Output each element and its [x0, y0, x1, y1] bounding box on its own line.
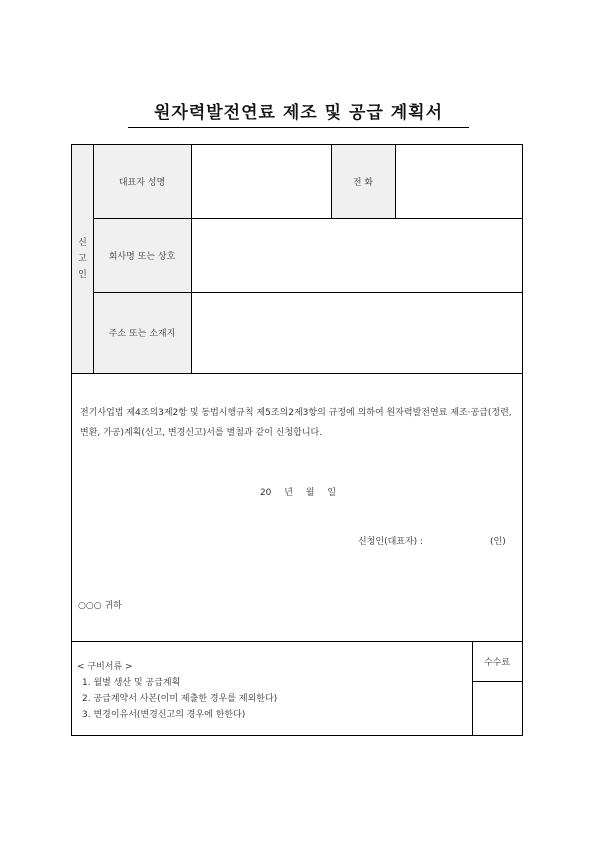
address-field[interactable]	[191, 292, 522, 373]
application-date: 20 년 월 일	[259, 488, 337, 498]
side-label-char: 신	[78, 238, 87, 248]
divider	[191, 145, 192, 373]
phone-label: 전 화	[352, 178, 374, 188]
required-documents-list	[82, 675, 277, 723]
side-label-char: 고	[78, 254, 87, 264]
applicant-side-label	[72, 145, 93, 373]
divider	[395, 145, 396, 218]
divider	[93, 292, 522, 293]
recipient: ○○○ 귀하	[78, 601, 122, 611]
representative-name-label: 대표자 성명	[118, 178, 166, 188]
list-item: 2. 공급계약서 사본(이미 제출한 경우를 제외한다)	[82, 694, 278, 704]
divider	[72, 373, 522, 374]
seal-label: (인)	[490, 537, 506, 547]
fee-label: 수수료	[483, 657, 511, 668]
application-statement: 전기사업법 제4조의3제2항 및 동법시행규칙 제5조의2제3항의 규정에 의하여 원자력발전연료 제조·공급(정련, 변환, 가공)계획(신고, 변경신고)서를 별첨과 같이 신청합니다.	[80, 408, 512, 438]
company-name-label: 회사명 또는 상호	[108, 251, 176, 262]
list-item: 3. 변경이유서(변경신고의 경우에 한한다)	[82, 710, 246, 720]
representative-name-field[interactable]	[191, 145, 331, 218]
company-name-field[interactable]	[191, 218, 522, 292]
divider	[93, 218, 522, 219]
divider	[93, 145, 94, 373]
fee-field[interactable]	[472, 681, 522, 735]
application-form	[71, 144, 523, 736]
signer-label: 신청인(대표자) :	[358, 537, 424, 547]
required-documents-heading: < 구비서류 >	[77, 662, 133, 672]
list-item: 1. 월별 생산 및 공급계획	[82, 678, 181, 688]
divider	[331, 145, 332, 218]
side-label-char: 인	[78, 270, 87, 280]
address-label: 주소 또는 소재지	[108, 329, 176, 339]
divider	[72, 641, 522, 642]
page-title: 원자력발전연료 제조 및 공급 계획서	[128, 101, 469, 128]
phone-field[interactable]	[395, 145, 522, 218]
